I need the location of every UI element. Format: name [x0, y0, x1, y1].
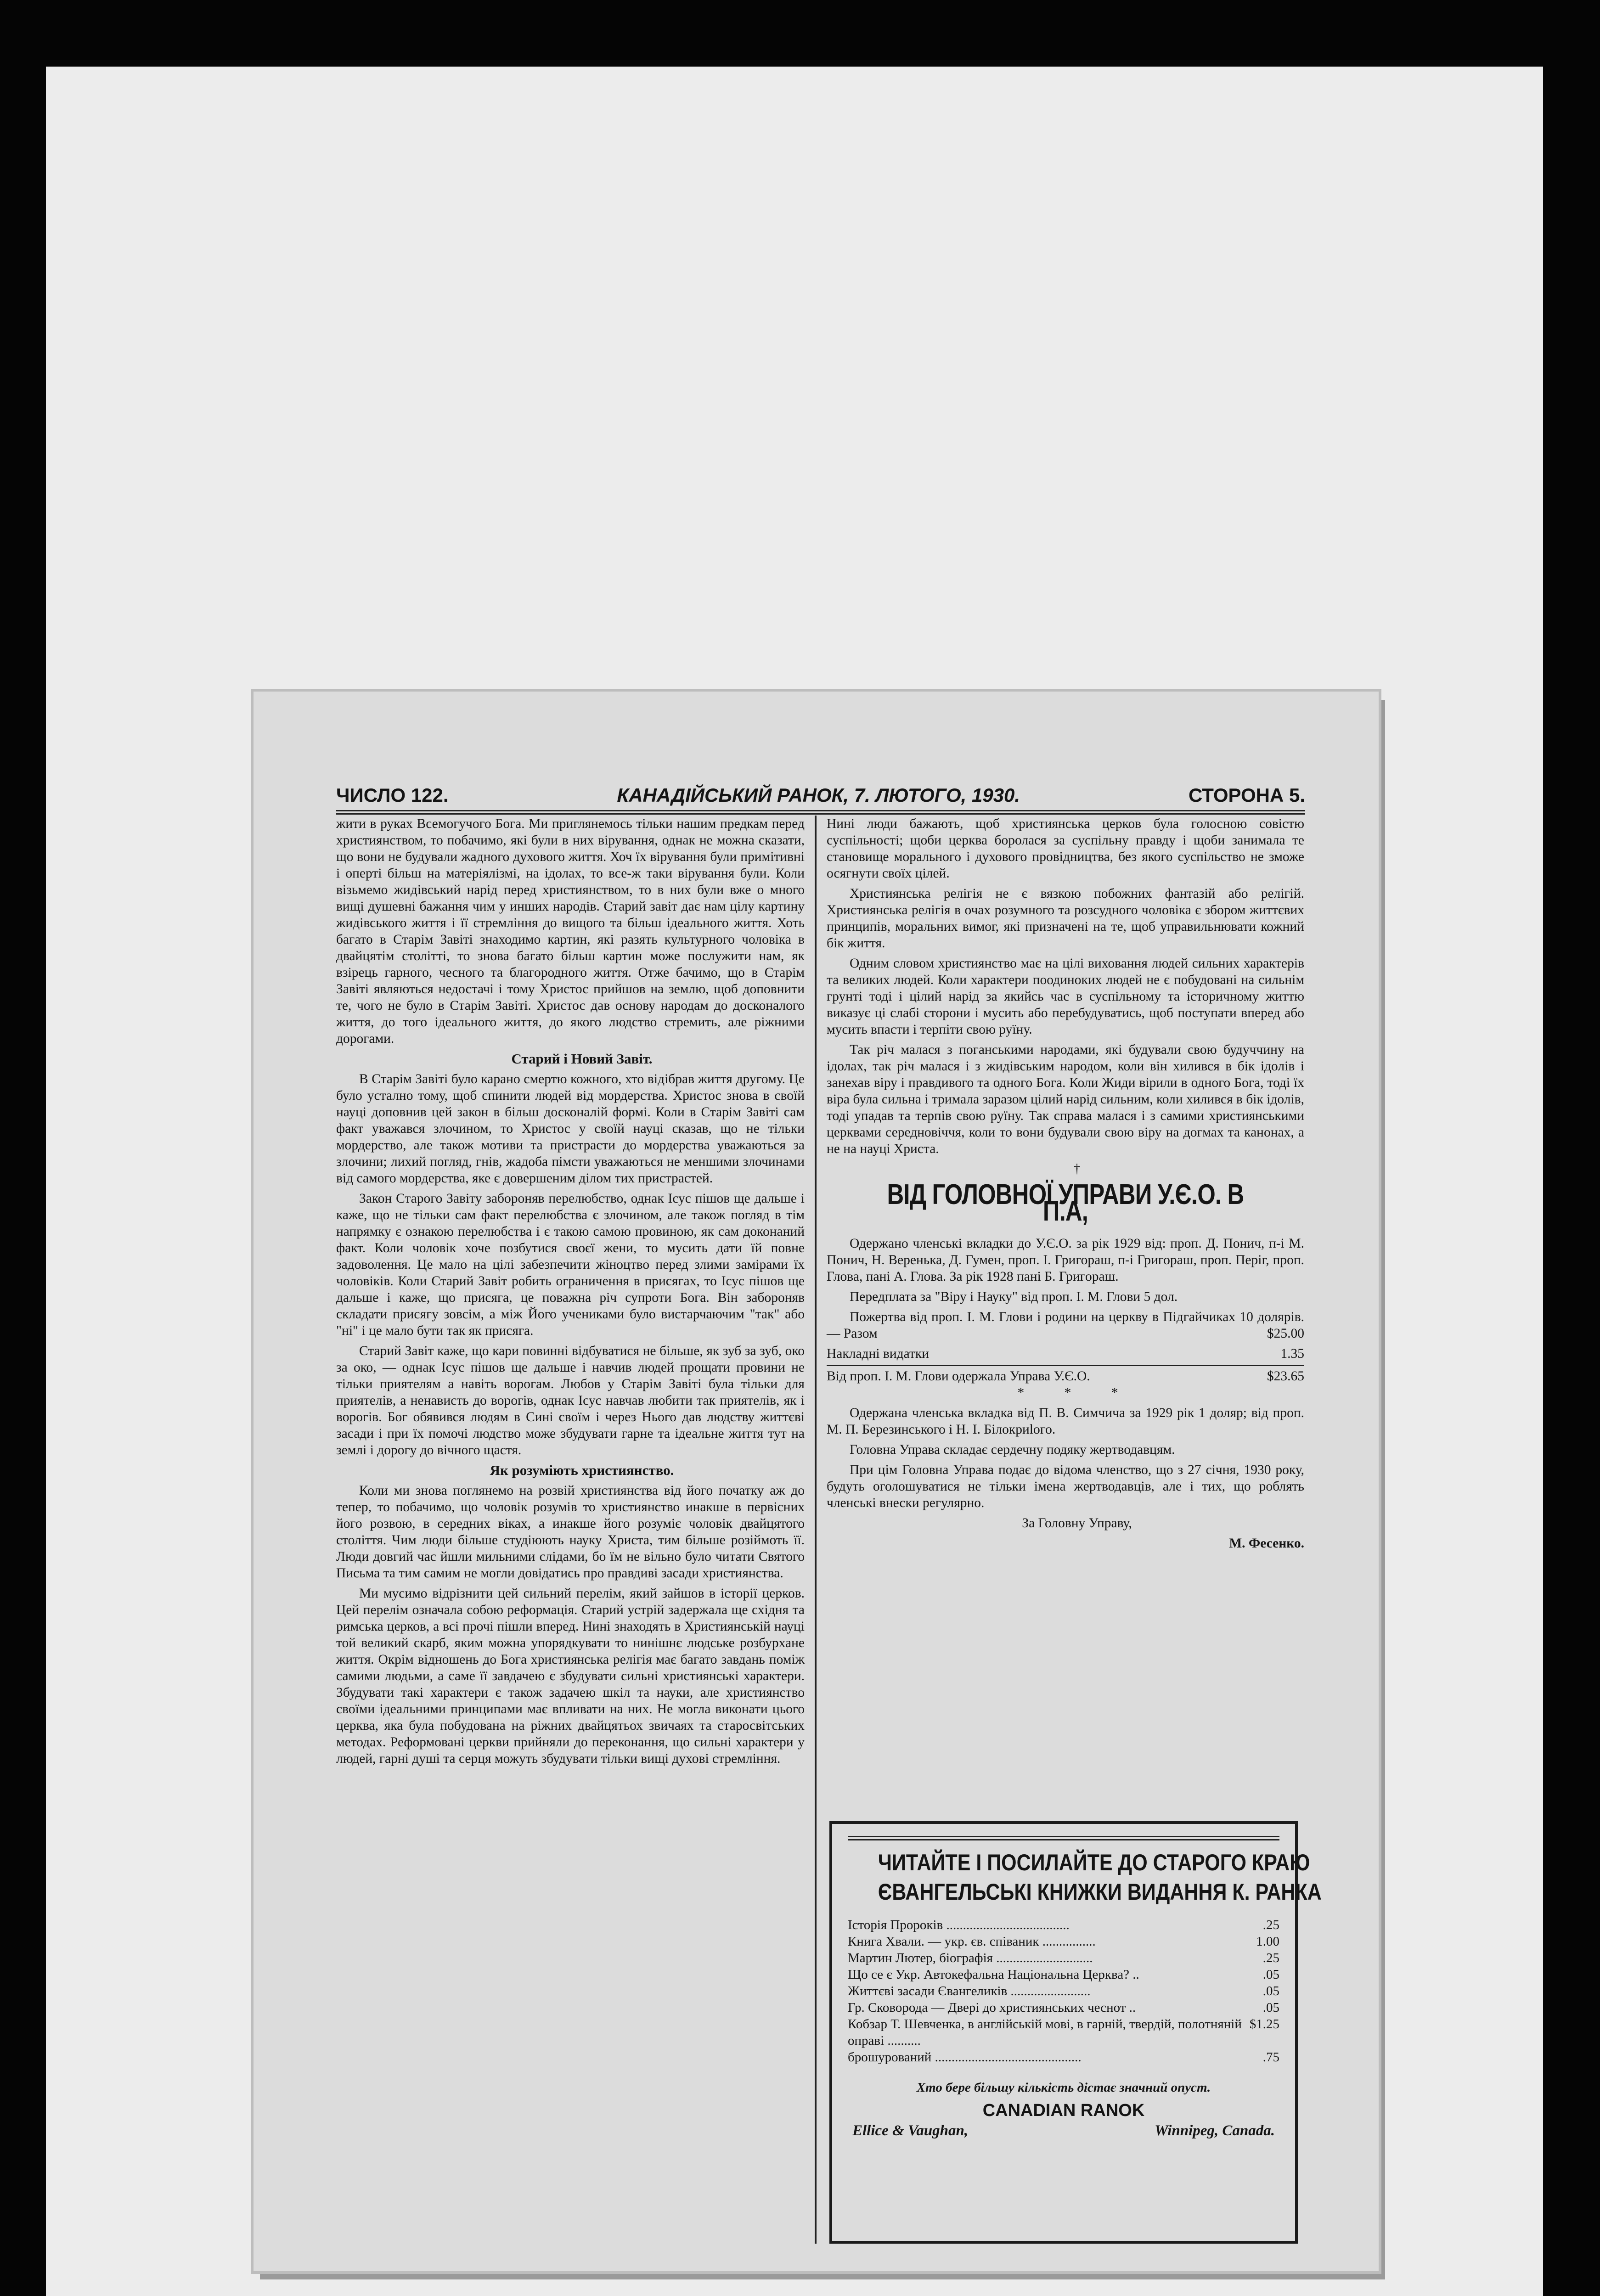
ad-headline: ЄВАНГЕЛЬСЬКІ КНИЖКИ ВИДАННЯ К. РАНКА — [878, 1879, 1322, 1905]
amount: $23.65 — [1267, 1369, 1304, 1384]
publisher-address: Ellice & Vaughan, Winnipeg, Canada. — [852, 2122, 1275, 2139]
notice-headline: ВІД ГОЛОВНОЇ УПРАВИ У.Є.О. В П.А, — [887, 1179, 1244, 1227]
donation-paragraph: Пожертва від проп. І. М. Глови і родини на церкву в Підгайчиках 10 долярів. — Разом $25.00 — [827, 1310, 1304, 1341]
subheading: Як розуміють християнство. — [490, 1462, 674, 1478]
list-item: Життєві засади Євангеликів ........................ .05 — [848, 1984, 1279, 1998]
subheading: Старий і Новий Завіт. — [511, 1051, 653, 1067]
newspaper-title-date: КАНАДІЙСЬКИЙ РАНОК, 7. ЛЮТОГО, 1930. — [617, 784, 1020, 806]
page-number: СТОРОНА 5. — [1188, 784, 1305, 806]
expense-line: Накладні видатки 1.35 — [827, 1346, 1304, 1361]
paragraph: Одним словом християнство має на цілі виховання людей сильних характерів та великих людей. Коли характери поодиноких людей не є побудовані на сильнім грунті тоді і цілий нарід за якийсь час в суспільному та історичному життю виказує ці слабі сторони і мусить або перебудуватись, щоб поступати вперед або мусить впасти і терпіти свою руїну. — [827, 956, 1304, 1037]
list-item: Кобзар Т. Шевченка, в англійській мові, в гарній, твердій, полотняній оправі .......... $1.25 — [848, 2017, 1279, 2048]
paragraph: жити в руках Всемогучого Бога. Ми приглянемось тільки нашим предкам перед християнством, то побачимо, які були в них вірування, однак не можна сказати, що вони не будували жадного духового життя. Хоч їх вірування були примітивні і оперті більш на матеріялізмі, на ідолах, то все-ж таки вірування були. Коли візьмемо жидівський нарід перед християнством, то в них були вже о много вищі душевні бажання чим у инших народів. Старий завіт дає нам цілу картину жидівського життя і її стремління до вищого та більш ідеального життя. Хоть багато в Старім Завіті знаходимо картин, які разять культурного чоловіка в двайцятім столітті, то знова багато більш картин може послужити нам, як взірець гарного, чесного та благородного життя. Отже бачимо, що в Старім Завіті являються недостачі і тому Христос прийшов на землю, щоб доповнити те, чого не було в Старім Завіті. Христос дав основу народам до досконалого життя, до того ідеального життя, до якого людство стремить, але ріжними дорогами. — [336, 816, 805, 1046]
section-stars: * * * — [1017, 1385, 1137, 1400]
signature-line: За Головну Управу, — [1022, 1516, 1132, 1531]
donation-paragraph: Одержано членські вкладки до У.Є.О. за рік 1929 від: проп. Д. Понич, п-і М. Понич, Н. Веренька, Д. Гумен, проп. І. Григораш, п-і Григораш, проп. Періг, проп. Глова, пані А. Глова. За рік 1928 пані Б. Григораш. — [827, 1236, 1304, 1284]
amount: $25.00 — [1267, 1326, 1304, 1341]
ad-top-rule — [848, 1836, 1279, 1840]
paragraph: Християнська релігія не є вязкою побожних фантазій або релігій. Християнська релігія в очах розумного та розсудного чоловіка є збором життєвих принципів, моральних вимог, які призначені на те, щоб управильнювати кожний бік життя. — [827, 886, 1304, 951]
paragraph: Так річ малася з поганськими народами, які будували свою будуччину на ідолах, так річ малася і з жидівським народом, коли він хилився в бік ідолів і занехав віру і правдивого та одного Бога. Коли Жиди вірили в одного Бога, тоді їх віра була сильна і тримала заразом цілий нарід сильним, коли хилився в бік ідолів, тоді упадав та терпів свою руїну. Так справа малася і з самими християнськими церквами середновіччя, коли то вони будували свою віру на догмах та канонах, а не на науці Христа. — [827, 1042, 1304, 1156]
book-list — [848, 1917, 1279, 2065]
announcement-paragraph: При цім Головна Управа подає до відома членство, що з 27 січня, 1930 року, будуть оголошуватися не тільки імена жертводавців, але і тих, що роблять членські внески регулярно. — [827, 1463, 1304, 1510]
column-rule — [815, 816, 817, 2244]
dagger-ornament: † — [1074, 1162, 1080, 1176]
list-item: Що се є Укр. Автокефальна Національна Церква? .. .05 — [848, 1967, 1279, 1982]
masthead — [336, 770, 1305, 815]
paragraph: Ми мусимо відрізнити цей сильний перелім, який зайшов в історії церков. Цей перелім означала собою реформація. Старий устрій задержала ще східня та римська церков, а всі прочі пішли вперед. Нині знаходять в Християнській науці той великий скарб, яким можна упорядкувати то нинішнє людське розбурхане життя. Окрім відношень до Бога християнська релігія має багато завдань поміж самими людьми, а саме її завдачею є збудувати сильні християнські характери. Збудувати такі характери є також задачею шкіл та науки, але християнство своїми ідеальними принципами має впливати на них. Не могла виконати цього церква, яка була побудована на ріжних двайцятьох звичаях та старосвітських методах. Реформовані церкви прийняли до переконання, що сильні характери у людей, гарні душі та серця можуть збудувати тільки вищі духові стремління. — [336, 1586, 805, 1766]
paragraph: Старий Завіт каже, що кари повинні відбуватися не більше, як зуб за зуб, око за око, — однак Ісус пішов ще дальше і навчив людей прощати провини не тільки приятелям а навіть ворогам. Любов у Старім Завіті була тільки для приятелів, а ненависть до ворогів, однак Ісус навчав любити так приятелів, як і ворогів. Бог обявився людям в Сині своїм і через Нього дав людству життєві засади і при їх помочі людство може збудувати гарне та ідеальне життя тут на землі і дорогу до вічного щастя. — [336, 1344, 805, 1458]
donation-paragraph: Одержана членська вкладка від П. В. Симчича за 1929 рік 1 доляр; від проп. М. П. Березинського і Н. І. Білокриlого. — [827, 1406, 1304, 1437]
list-item: Гр. Сковорода — Двері до християнських чеснот .. .05 — [848, 2000, 1279, 2015]
signature-name: М. Фесенко. — [1229, 1536, 1304, 1551]
left-column — [336, 816, 805, 2244]
publisher-name: CANADIAN RANOK — [982, 2101, 1145, 2120]
discount-note: Хто бере більшу кількість дістає значний опуст. — [916, 2080, 1211, 2095]
list-item: Історія Пророків ..................................... .25 — [848, 1918, 1279, 1932]
newspaper-page — [254, 692, 1379, 2271]
list-item: Мартин Лютер, біографія ............................. .25 — [848, 1951, 1279, 1965]
list-item: брошурований ............................................ .75 — [848, 2050, 1279, 2065]
book-advertisement — [829, 1821, 1322, 2244]
list-item: Книга Хвали. — укр. єв. співаник ................ 1.00 — [848, 1934, 1279, 1949]
paragraph: Нині люди бажають, щоб християнська церков була голосною совістю суспільності; щоби церква боролася за суспільну правду і щоби занимала те становище морального і духового провідництва, без якого суспільство не зможе осягнути своїх цілей. — [827, 816, 1304, 881]
issue-number: ЧИСЛО 122. — [336, 784, 449, 806]
thanks-paragraph: Головна Управа складає сердечну подяку жертводавцям. — [850, 1442, 1175, 1457]
donation-paragraph: Передплата за "Віру і Науку" від проп. І. М. Глови 5 дол. — [850, 1289, 1178, 1304]
paragraph: Закон Старого Завіту забороняв перелюбство, однак Ісус пішов ще дальше і каже, що не тільки сам факт перелюбства є злочином, але також погляд в тім напрямку є ознакою перелюбства і є такою самою провиною, як сам доконаний факт. Коли чоловік хоче позбутися своєї жени, то мусить дати їй повне задоволення. Це мало на цілі забезпечити жіноцтво перед злими замірами їх чоловіків. Коли Старий Завіт робить ограничення в присягах, то Ісус пішов ще дальше і каже, що присяга, це поважна річ супроти Бога. Він забороняв складати присягу зовсім, а між Його учениками було вистарчаючим "так" або "ні" і це мало бути так як присяга. — [336, 1191, 805, 1338]
amount: 1.35 — [1280, 1346, 1304, 1361]
total-line: Від проп. І. М. Глови одержала Управа У.Є.О. $23.65 — [827, 1365, 1304, 1384]
paragraph: В Старім Завіті було карано смертю кожного, хто відібрав життя другому. Це було устално тому, щоб спинити людей від мордерства. Христос знова в своїй науці доповнив цей закон в більш досконалій формі. Коли в Старім Завіті сам факт уважався злочином, то Христос у своїй науці сказав, що не тільки мордерство, але також мотиви та пристрасти до мордерства уважаються за злочини; лихий погляд, гнів, жадоба пімсти уважаються не меншими злочинами від самого мордерства, яке є довершеним ділом тих пристрастей. — [336, 1072, 805, 1186]
paragraph: Коли ми знова поглянемо на розвій християнства від його початку аж до тепер, то побачимо, що чоловік розумів то християнство инакше в первісних його розвою, в середних віках, а инакше його розуміє чоловік двайцятого століття. Чим люди більше студіюють науку Христа, тим більше розіймоть її. Люди довгий час йшли мильними слідами, бо їм не вільно було читати Святого Письма та тим самим не могли довідатись про правдиві засади християнства. — [336, 1483, 805, 1581]
ad-headline: ЧИТАЙТЕ І ПОСИЛАЙТЕ ДО СТАРОГО КРАЮ — [878, 1850, 1310, 1875]
